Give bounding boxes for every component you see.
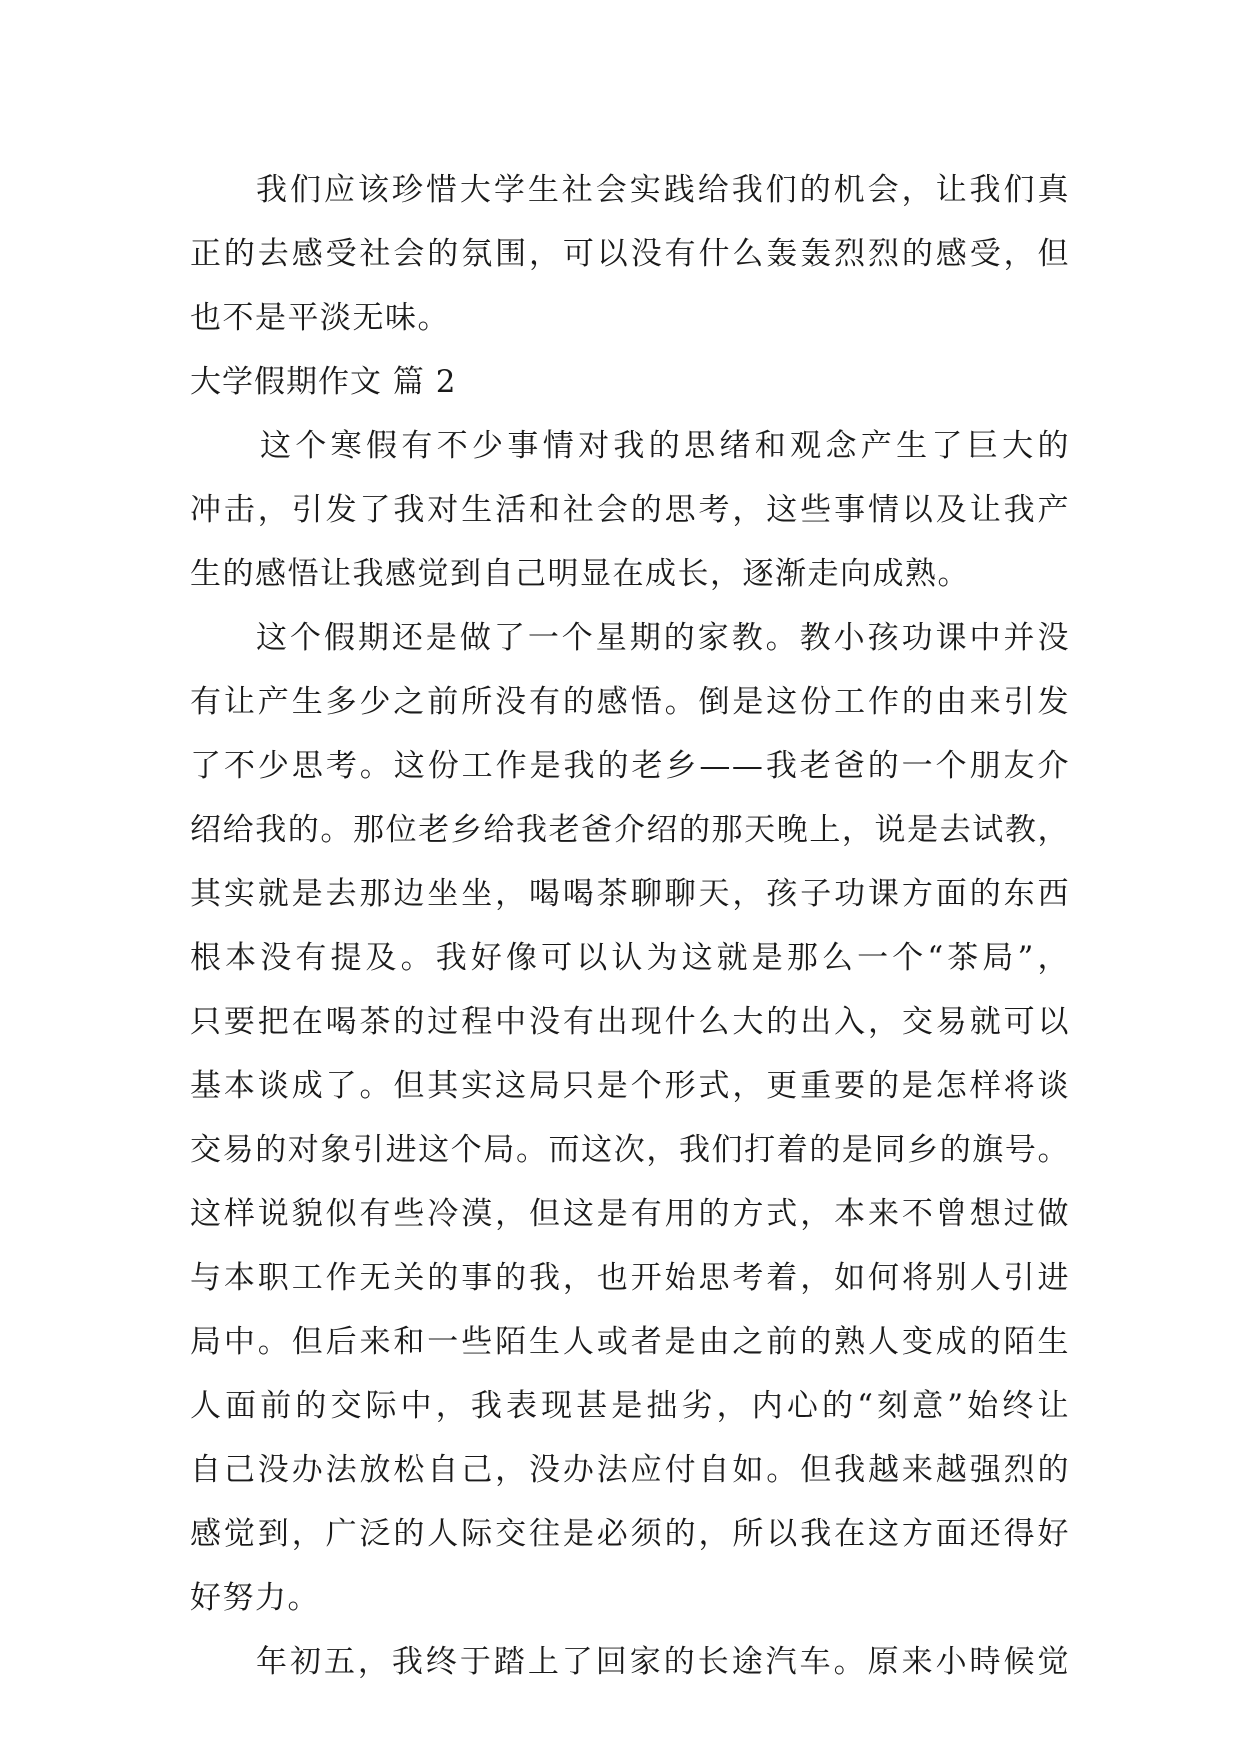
paragraph-line: 正的去感受社会的氛围，可以没有什么轰轰烈烈的感受，但: [190, 236, 1070, 272]
paragraph-line: 只要把在喝茶的过程中没有出现什么大的出入，交易就可以: [190, 1004, 1070, 1040]
paragraph-line: 有让产生多少之前所没有的感悟。倒是这份工作的由来引发: [190, 684, 1070, 720]
paragraph-line: 人面前的交际中，我表现甚是拙劣，内心的“刻意”始终让: [190, 1388, 1070, 1424]
paragraph-line: 绍给我的。那位老乡给我老爸介绍的那天晚上，说是去试教，: [190, 812, 1070, 848]
paragraph-line: 我们应该珍惜大学生社会实践给我们的机会，让我们真: [256, 172, 1070, 208]
paragraph-line: 年初五，我终于踏上了回家的长途汽车。原来小時候觉: [256, 1644, 1070, 1680]
paragraph-line: 好努力。: [190, 1580, 320, 1616]
paragraph-line: 基本谈成了。但其实这局只是个形式，更重要的是怎样将谈: [190, 1068, 1070, 1104]
paragraph-line: 感觉到，广泛的人际交往是必须的，所以我在这方面还得好: [190, 1516, 1070, 1552]
paragraph-line: 这样说貌似有些冷漠，但这是有用的方式，本来不曾想过做: [190, 1196, 1070, 1232]
paragraph-line: 交易的对象引进这个局。而这次，我们打着的是同乡的旗号。: [190, 1132, 1070, 1168]
paragraph-line: 自己没办法放松自己，没办法应付自如。但我越来越强烈的: [190, 1452, 1070, 1488]
paragraph-line: 与本职工作无关的事的我，也开始思考着，如何将别人引进: [190, 1260, 1070, 1296]
paragraph-line: 这个寒假有不少事情对我的思绪和观念产生了巨大的: [260, 428, 1070, 464]
paragraph-line: 生的感悟让我感觉到自己明显在成长，逐渐走向成熟。: [190, 556, 970, 592]
paragraph-line: 冲击，引发了我对生活和社会的思考，这些事情以及让我产: [190, 492, 1070, 528]
paragraph-line: 根本没有提及。我好像可以认为这就是那么一个“茶局”，: [190, 940, 1070, 976]
paragraph-line: 局中。但后来和一些陌生人或者是由之前的熟人变成的陌生: [190, 1324, 1070, 1360]
paragraph-line: 其实就是去那边坐坐，喝喝茶聊聊天，孩子功课方面的东西: [190, 876, 1070, 912]
paragraph-line: 这个假期还是做了一个星期的家教。教小孩功课中并没: [256, 620, 1070, 656]
paragraph-line: 也不是平淡无味。: [190, 300, 450, 336]
section-heading: 大学假期作文 篇 2: [190, 364, 457, 400]
document-body: [190, 158, 1070, 1694]
paragraph-line: 了不少思考。这份工作是我的老乡——我老爸的一个朋友介: [190, 748, 1070, 784]
